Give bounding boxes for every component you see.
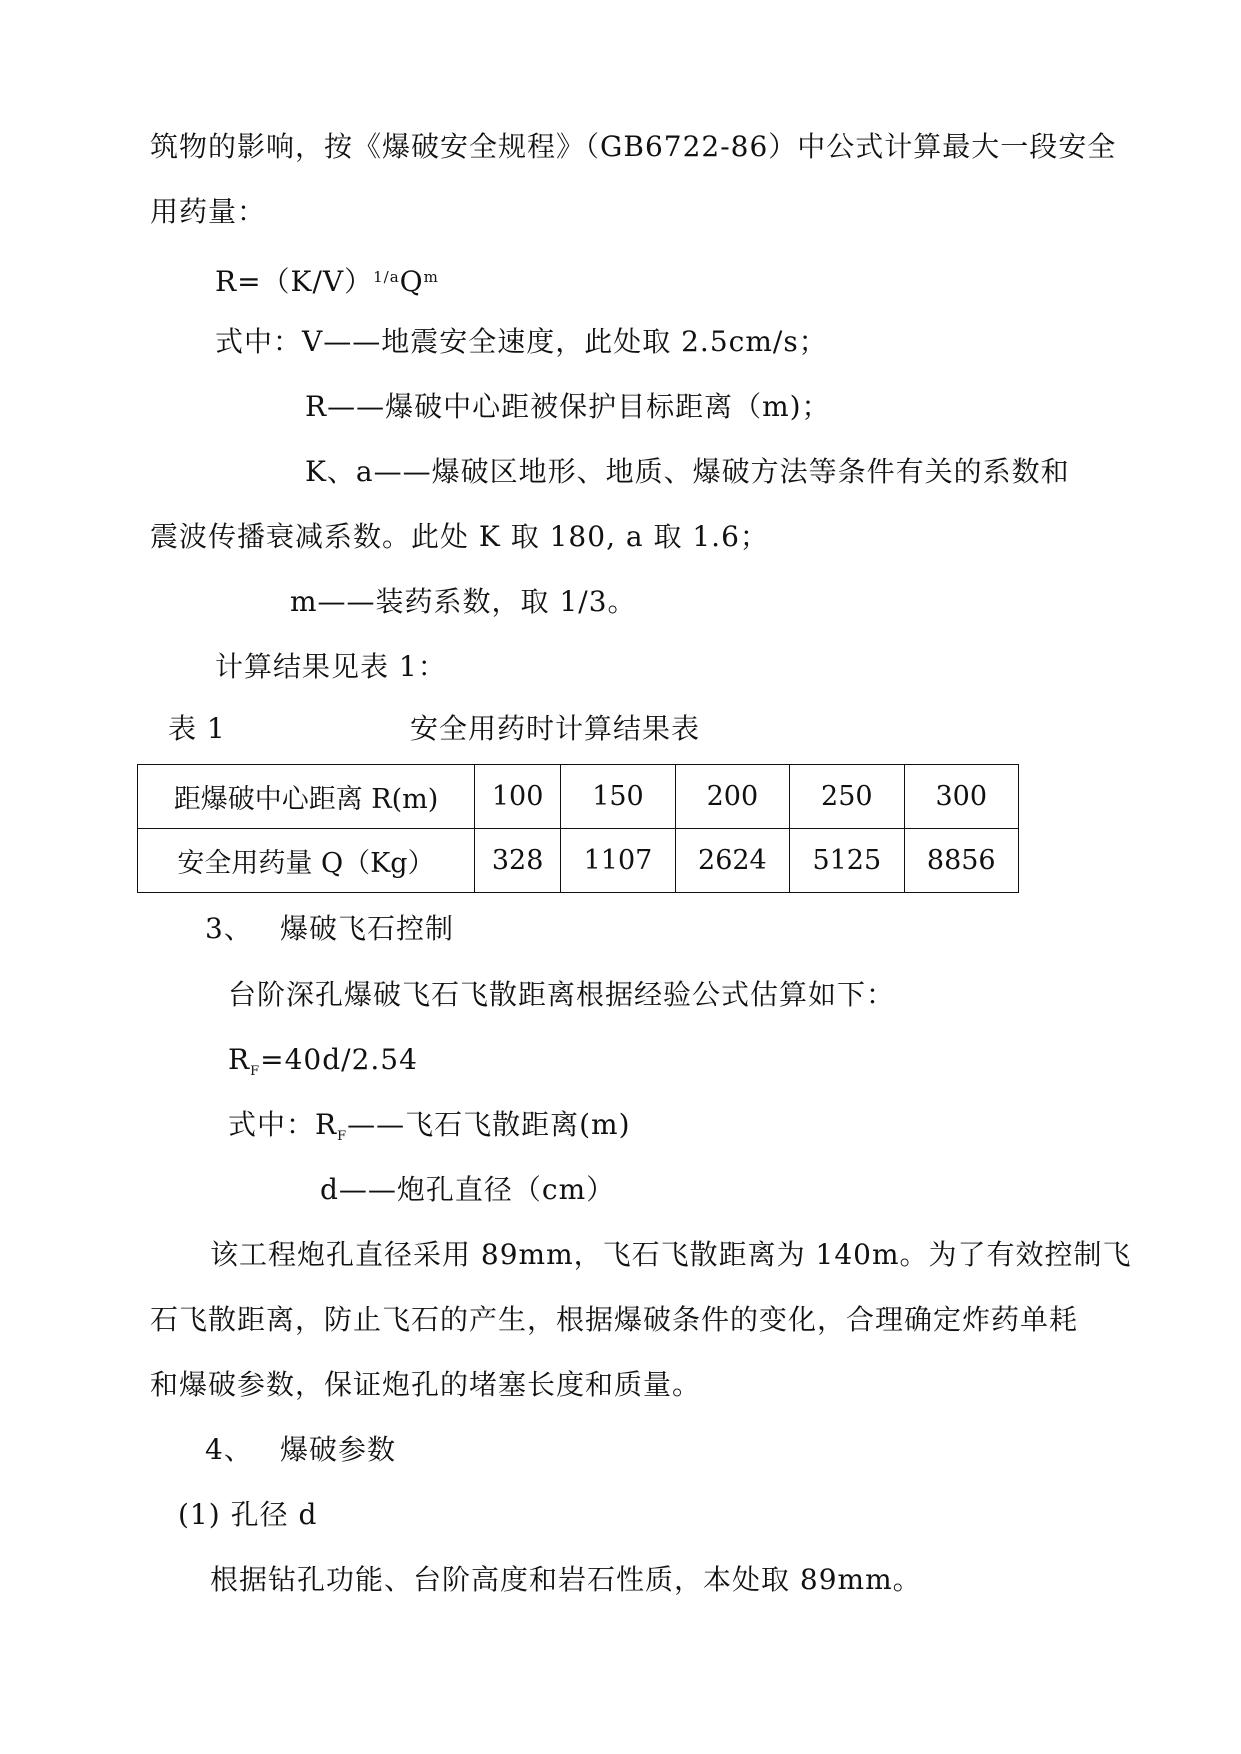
table-title: 安全用药时计算结果表 (410, 712, 701, 745)
formula-q: Q (399, 265, 424, 298)
definition-m: m——装药系数，取 1/3。 (290, 585, 637, 618)
table-row (138, 765, 1019, 829)
formula-rf-rest: =40d/2.54 (260, 1043, 418, 1076)
paragraph-line: 用药量： (150, 195, 267, 228)
definition-rf-prefix: 式中：R (228, 1108, 338, 1141)
row-label-charge: 安全用药量 Q（Kg） (138, 829, 475, 893)
table-number: 表 1 (168, 712, 226, 745)
calc-reference: 计算结果见表 1： (215, 650, 447, 683)
table-cell: 250 (790, 765, 904, 829)
table-cell: 150 (561, 765, 675, 829)
section-3-intro: 台阶深孔爆破飞石飞散距离根据经验公式估算如下： (228, 978, 896, 1011)
table-cell: 2624 (675, 829, 789, 893)
paragraph-line: 该工程炮孔直径采用 89mm，飞石飞散距离为 140m。为了有效控制飞 (210, 1238, 1132, 1271)
definition-v: 式中：V——地震安全速度，此处取 2.5cm/s； (215, 325, 828, 358)
item-1-text: 根据钻孔功能、台阶高度和岩石性质，本处取 89mm。 (210, 1563, 922, 1596)
item-1-title: (1) 孔径 d (178, 1498, 318, 1531)
table-cell: 300 (904, 765, 1018, 829)
table-row (138, 829, 1019, 893)
table-cell: 1107 (561, 829, 675, 893)
safety-charge-table (137, 764, 1019, 893)
table-cell: 328 (475, 829, 561, 893)
formula-exponent: 1/a (373, 268, 400, 286)
formula-m: m (423, 268, 439, 286)
section-4-number: 4、 (205, 1433, 253, 1466)
formula-r (215, 260, 439, 299)
formula-main: R=（K/V） (215, 265, 374, 298)
definition-rf (228, 1108, 631, 1154)
definition-k-a: K、a——爆破区地形、地质、爆破方法等条件有关的系数和 (305, 455, 1070, 488)
formula-rf (228, 1043, 418, 1089)
table-cell: 8856 (904, 829, 1018, 893)
paragraph-line: 石飞散距离，防止飞石的产生，根据爆破条件的变化，合理确定炸药单耗 (150, 1303, 1079, 1336)
section-4-title: 爆破参数 (280, 1433, 397, 1466)
section-3-title: 爆破飞石控制 (280, 912, 455, 945)
table-cell: 200 (675, 765, 789, 829)
definition-d: d——炮孔直径（cm） (320, 1173, 616, 1206)
row-label-distance: 距爆破中心距离 R(m) (138, 765, 475, 829)
formula-rf-r: R (228, 1043, 251, 1076)
paragraph-line: 和爆破参数，保证炮孔的堵塞长度和质量。 (150, 1368, 702, 1401)
definition-r: R——爆破中心距被保护目标距离（m)； (305, 390, 831, 423)
formula-rf-sub: F (250, 1064, 261, 1079)
table-cell: 5125 (790, 829, 904, 893)
section-3-number: 3、 (205, 912, 253, 945)
definition-rf-sub: F (337, 1129, 348, 1144)
paragraph-line: 筑物的影响，按《爆破安全规程》（GB6722-86）中公式计算最大一段安全 (150, 130, 1117, 163)
definition-rf-rest: ——飞石飞散距离(m) (347, 1108, 631, 1141)
definition-k-a-cont: 震波传播衰减系数。此处 K 取 180, a 取 1.6； (150, 520, 769, 553)
table-cell: 100 (475, 765, 561, 829)
